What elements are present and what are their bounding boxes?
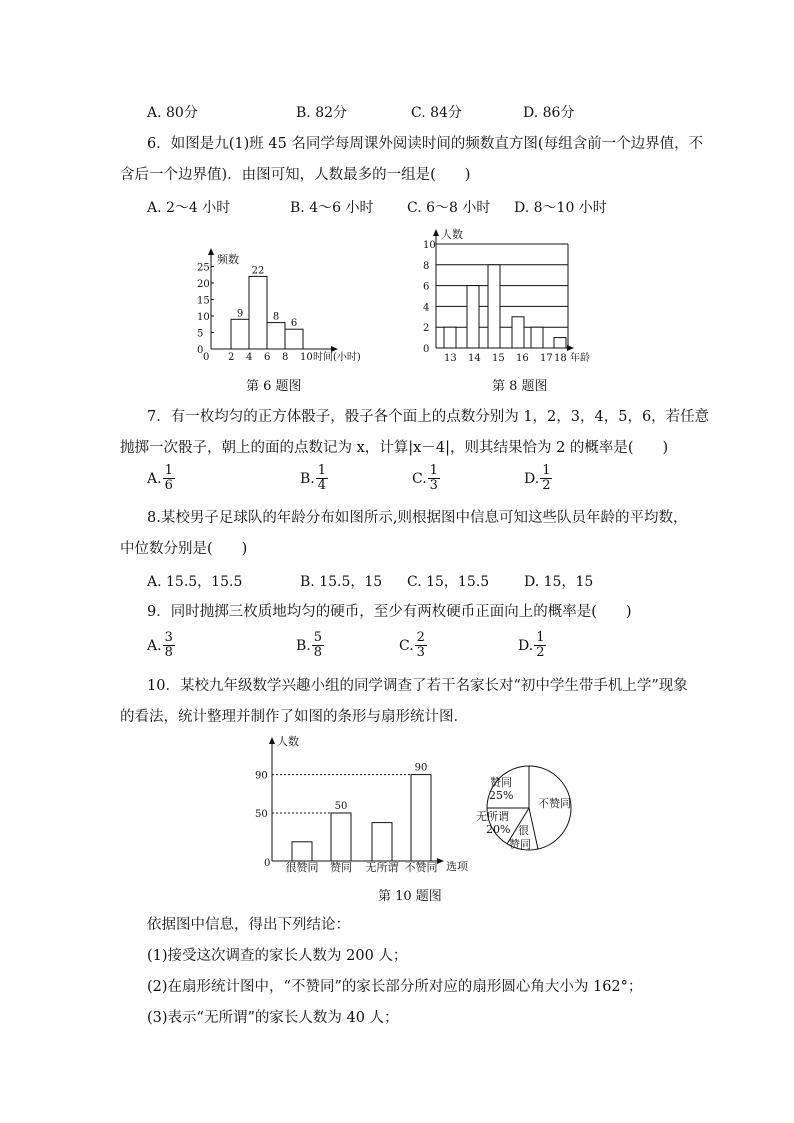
fig8-caption: 第 8 题图 bbox=[492, 379, 548, 394]
q5-option-c: C. 84分 bbox=[411, 105, 462, 121]
q5-option-b: B. 82分 bbox=[296, 105, 348, 121]
q6-line1: 6．如图是九(1)班 45 名同学每周课外阅读时间的频数直方图(每组含前一个边界值，不 bbox=[147, 136, 704, 152]
fig10-bar-label: 50 bbox=[334, 801, 348, 812]
fig8-bar bbox=[554, 338, 566, 348]
fig6-ytick: 25 bbox=[197, 262, 210, 274]
fig10-bar-label: 90 bbox=[414, 762, 428, 774]
fig6-ytick: 5 bbox=[197, 328, 204, 340]
fig8-ytick: 10 bbox=[423, 240, 436, 251]
q6-line2: 含后一个边界值)．由图可知，人数最多的一组是( ) bbox=[120, 167, 471, 183]
q7-option-a: A. $\frac{1}{6}$ bbox=[147, 463, 173, 493]
fig8-ytick: 2 bbox=[423, 323, 430, 335]
q9-option-c: C. $\frac{2}{3}$ bbox=[399, 630, 425, 660]
fig6-xtick: 4 bbox=[246, 352, 253, 363]
q6-option-d: D. 8～10 小时 bbox=[514, 200, 607, 216]
fig10-ytick: 90 bbox=[255, 770, 268, 782]
q7-option-d: D. $\frac{1}{2}$ bbox=[524, 463, 551, 493]
q9-option-d: D. $\frac{1}{2}$ bbox=[518, 630, 545, 660]
pie-pct-indifferent: 20% bbox=[486, 823, 511, 836]
fig6-ytick: 15 bbox=[197, 295, 210, 307]
fig10-caption: 第 10 题图 bbox=[378, 889, 442, 904]
fig6-xtick: 2 bbox=[228, 352, 235, 363]
fig8-xtick: 13 bbox=[444, 353, 457, 364]
fig8-xtick: 14 bbox=[468, 353, 481, 364]
q9-option-a: A. $\frac{3}{8}$ bbox=[147, 630, 173, 660]
fig10-bar-chart bbox=[250, 732, 475, 877]
fig6-caption: 第 6 题图 bbox=[246, 379, 302, 394]
q8-option-c: C. 15，15.5 bbox=[407, 574, 490, 590]
fig8-xtick: 15 bbox=[492, 353, 505, 364]
fig10-bar bbox=[331, 813, 351, 861]
fig10-category: 赞同 bbox=[330, 861, 352, 874]
q6-option-a: A. 2～4 小时 bbox=[147, 200, 231, 216]
fig6-bar bbox=[249, 276, 267, 349]
fig10-category: 很赞同 bbox=[285, 861, 319, 874]
fig10-ylabel: 人数 bbox=[277, 735, 299, 748]
fig6-bar-label: 6 bbox=[290, 318, 298, 330]
fig8-bar bbox=[531, 327, 543, 348]
fig6-histogram bbox=[195, 245, 380, 365]
q5-option-d: D. 86分 bbox=[523, 105, 575, 121]
fig6-xtick: 6 bbox=[264, 352, 271, 363]
fig6-bar-label: 8 bbox=[272, 311, 280, 323]
q7-line2: 抛掷一次骰子，朝上的面的点数记为 x，计算|x－4|，则其结果恰为 2 的概率是( ) bbox=[120, 440, 669, 456]
fig8-ytick: 8 bbox=[423, 260, 430, 272]
q10-conclusion-2: (2)在扇形统计图中，“不赞同”的家长部分所对应的扇形圆心角大小为 162°； bbox=[147, 979, 643, 995]
q10-intro: 依据图中信息，得出下列结论： bbox=[147, 917, 350, 933]
fig6-xtick: 8 bbox=[282, 352, 289, 363]
fig6-ytick: 20 bbox=[197, 279, 210, 290]
fig10-pie-chart bbox=[472, 762, 592, 862]
fig8-bar-chart bbox=[420, 224, 605, 369]
pie-label-agree: 赞同 bbox=[490, 776, 512, 789]
fig8-xtick: 17 bbox=[540, 353, 553, 364]
fig8-xtick: 16 bbox=[516, 353, 529, 364]
fig8-bar bbox=[488, 265, 500, 348]
fig6-bar bbox=[231, 319, 249, 349]
fig6-ytick: 0 bbox=[197, 345, 204, 356]
fig6-bar bbox=[285, 329, 303, 349]
pie-label-disagree: 不赞同 bbox=[538, 797, 571, 810]
fig10-category: 无所谓 bbox=[365, 861, 399, 874]
pie-label-indifferent: 无所谓 bbox=[476, 810, 509, 823]
fig8-ytick: 6 bbox=[423, 281, 430, 293]
fig10-bar bbox=[372, 823, 392, 861]
fig8-ytick: 4 bbox=[423, 302, 430, 314]
fig8-bar bbox=[467, 286, 479, 348]
q7-line1: 7．有一枚均匀的正方体骰子，骰子各个面上的点数分别为 1，2，3，4，5，6，若任意 bbox=[147, 409, 710, 425]
q10-line2: 的看法，统计整理并制作了如图的条形与扇形统计图． bbox=[120, 709, 468, 725]
q10-conclusion-1: (1)接受这次调查的家长人数为 200 人； bbox=[147, 948, 408, 964]
fig8-ylabel: 人数 bbox=[441, 228, 463, 241]
fig8-xtick: 18 bbox=[554, 353, 567, 364]
q8-line2: 中位数分别是( ) bbox=[120, 541, 248, 557]
q8-line1: 8.某校男子足球队的年龄分布如图所示,则根据图中信息可知这些队员年龄的平均数， bbox=[147, 510, 688, 526]
q6-option-c: C. 6～8 小时 bbox=[407, 200, 491, 216]
q6-option-b: B. 4～6 小时 bbox=[290, 200, 374, 216]
fig6-xtick: 10 bbox=[300, 352, 313, 363]
q9-line1: 9．同时抛掷三枚质地均匀的硬币，至少有两枚硬币正面向上的概率是( ) bbox=[147, 604, 632, 620]
q9-option-b: B. $\frac{5}{8}$ bbox=[296, 630, 323, 660]
fig10-category: 不赞同 bbox=[404, 861, 438, 874]
fig10-bar bbox=[292, 842, 312, 861]
fig10-origin: 0 bbox=[264, 858, 271, 869]
fig6-bar-label: 22 bbox=[251, 265, 265, 277]
pie-label-strongly-a: 很 bbox=[518, 824, 529, 837]
fig6-xlabel: 时间(小时) bbox=[313, 352, 361, 363]
fig10-ytick: 50 bbox=[255, 809, 268, 820]
fig10-bar bbox=[411, 775, 431, 861]
q8-option-b: B. 15.5，15 bbox=[300, 574, 383, 590]
q7-option-b: B. $\frac{1}{4}$ bbox=[300, 463, 327, 493]
fig10-xlabel: 选项 bbox=[446, 860, 468, 873]
q5-option-a: A. 80分 bbox=[147, 105, 198, 121]
fig6-bar-label: 9 bbox=[236, 308, 244, 320]
fig6-ytick: 10 bbox=[197, 312, 210, 323]
fig8-xlabel: 年龄 bbox=[570, 353, 590, 364]
pie-label-strongly-b: 赞同 bbox=[509, 838, 531, 851]
pie-pct-agree: 25% bbox=[489, 789, 514, 802]
q10-conclusion-3: (3)表示“无所谓”的家长人数为 40 人； bbox=[147, 1010, 399, 1026]
q8-option-d: D. 15，15 bbox=[524, 574, 594, 590]
fig8-bar bbox=[512, 317, 524, 348]
fig6-bar bbox=[267, 323, 285, 349]
q7-option-c: C. $\frac{1}{3}$ bbox=[412, 463, 438, 493]
fig6-origin: 0 bbox=[203, 352, 210, 363]
fig8-ytick: 0 bbox=[423, 344, 430, 355]
fig6-ylabel: 频数 bbox=[217, 253, 239, 266]
q10-line1: 10．某校九年级数学兴趣小组的同学调查了若干名家长对“初中学生带手机上学”现象 bbox=[147, 678, 688, 694]
fig8-bar bbox=[444, 327, 456, 348]
q8-option-a: A. 15.5，15.5 bbox=[147, 574, 243, 590]
